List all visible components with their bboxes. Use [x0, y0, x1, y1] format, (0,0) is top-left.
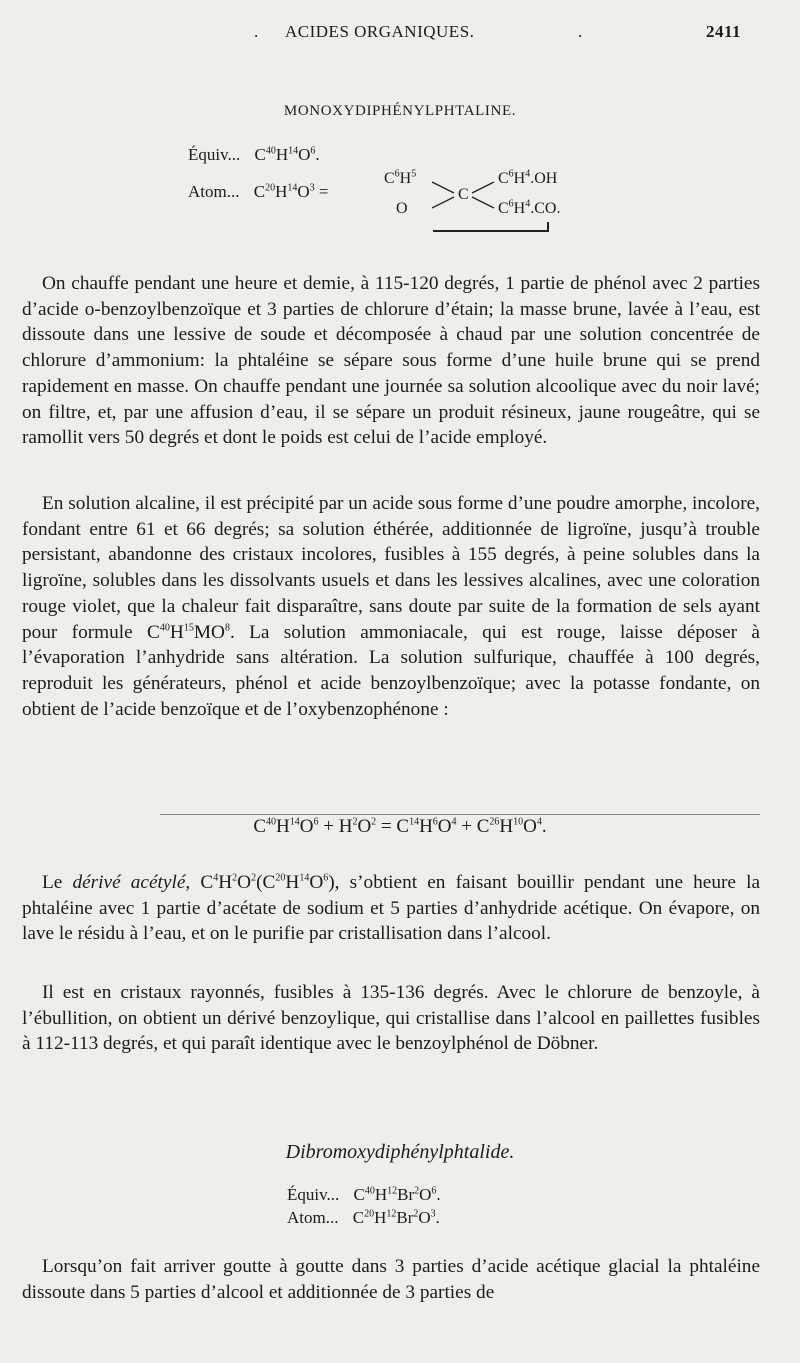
- bond-line: [472, 182, 494, 193]
- atom-line-2: [287, 1208, 440, 1228]
- paragraph-3-rest: , $C^4H^2O^2(C^{20}H^{14}O^6)$, s’obtient en faisant bouillir pendant une heure la phtaléine avec 1 partie d’acétate de sodium et 5 parties d’anhydride acétique. On évapore, on lave le résidu à l’eau, et on le purifie par cristallisation dans l’alcool.: [22, 872, 760, 945]
- paragraph-1: [22, 271, 760, 451]
- atom-line: [188, 182, 328, 202]
- paragraph-2-text: En solution alcaline, il est précipité par un acide sous forme d’une poudre amorphe, incolore, fondant entre 61 et 66 degrés; sa solution éthérée, additionnée de ligroïne, jusqu’à trouble persistant, abandonne des cristaux incolores, fusibles à 155 degrés, à peine solubles dans la ligroïne, solubles dans les dissolvants usuels et dans les lessives alcalines, avec une coloration rouge violet, que la chaleur fait disparaître, sans doute par suite de la formation de sels ayant pour formule $C^{40}H^{15}MO^8$. La solution ammoniacale, qui est rouge, laisse déposer à l’évaporation l’anhydride sans altération. La solution sulfurique, chauffée à 100 degrés, reproduit les générateurs, phénol et acide benzoylbenzoïque; avec la potasse fondante, on obtient de l’acide benzoïque et de l’oxybenzophénone :: [22, 493, 760, 720]
- equiv-formula: $C^{40}H^{14}O^6$.: [254, 145, 320, 164]
- equiv-formula-2: $C^{40}H^{12}Br^2O^6$.: [353, 1185, 441, 1204]
- paragraph-4-text: Il est en cristaux rayonnés, fusibles à 135-136 degrés. Avec le chlorure de benzoyle, à l’ébullition, on obtient un dérivé benzoylique, qui cristallise dans l’alcool en paillettes fusibles à 112-113 degrés, et qui paraît identique avec le benzoylphénol de Döbner.: [22, 982, 760, 1055]
- page-number: 2411: [706, 22, 742, 41]
- paragraph-3-lead: Le: [42, 872, 63, 893]
- running-header: [0, 22, 800, 48]
- structure-top-left: $C^6H^5$: [384, 168, 417, 187]
- header-title: ACIDES ORGANIQUES.: [285, 22, 475, 41]
- paragraph-5: [22, 1254, 760, 1305]
- equiv-label: Équiv...: [188, 145, 241, 164]
- equation: $C^{40}H^{14}O^6 + H^2O^2 = C^{14}H^6O^4 + C^{26}H^{10}O^4$.: [253, 816, 547, 837]
- bond-line: [432, 197, 454, 208]
- atom-formula-2: $C^{20}H^{12}Br^2O^3$.: [352, 1208, 440, 1227]
- structure-bottom-right: $C^6H^4.CO$.: [498, 198, 561, 217]
- atom-label: Atom...: [188, 182, 240, 201]
- paragraph-4: [22, 980, 760, 1057]
- header-mark-right: .: [578, 22, 583, 41]
- atom-label-2: Atom...: [287, 1208, 339, 1227]
- divider: [160, 814, 760, 815]
- equiv-label-2: Équiv...: [287, 1185, 340, 1204]
- structure-center-carbon: C: [458, 186, 469, 203]
- structure-top-right: $C^6H^4.OH$: [498, 168, 558, 187]
- atom-formula: $C^{20}H^{14}O^3$ =: [253, 182, 329, 201]
- equiv-line: [188, 145, 320, 165]
- paragraph-2: [22, 491, 760, 722]
- lactone-bracket: [433, 222, 549, 232]
- equiv-line-2: [287, 1185, 441, 1205]
- section-title: MONOXYDIPHÉNYLPHTALINE.: [283, 103, 517, 119]
- bond-line: [472, 197, 494, 208]
- structure-bottom-left: O: [396, 200, 408, 217]
- header-mark-left: .: [254, 22, 259, 41]
- paragraph-5-text: Lorsqu’on fait arriver goutte à goutte dans 3 parties d’acide acétique glacial la phtaléine dissoute dans 5 parties d’alcool et additionnée de 3 parties de: [22, 1256, 760, 1303]
- structure-bonds: [410, 170, 505, 220]
- paragraph-1-text: On chauffe pendant une heure et demie, à 115-120 degrés, 1 partie de phénol avec 2 parties d’acide o-benzoylbenzoïque et 3 parties de chlorure d’étain; la masse brune, lavée à l’eau, est dissoute dans une lessive de soude et décomposée à chaud par une solution concentrée de chlorure d’ammonium: la phtaléine se sépare sous forme d’une huile brune qui se prend rapidement en masse. On chauffe pendant une journée sa solution alcoolique avec du noir lavé; on filtre, et, par une affusion d’eau, il se sépare un produit résineux, jaune rougeâtre, qui se ramollit vers 50 degrés et dont le poids est celui de l’acide employé.: [22, 273, 760, 449]
- section-2-title: Dibromoxydiphénylphtalide.: [285, 1141, 515, 1163]
- derive-acetyle-term: dérivé acétylé: [72, 872, 186, 893]
- bond-line: [432, 182, 454, 193]
- paragraph-3-text: [22, 870, 760, 947]
- paragraph-3: [22, 870, 760, 947]
